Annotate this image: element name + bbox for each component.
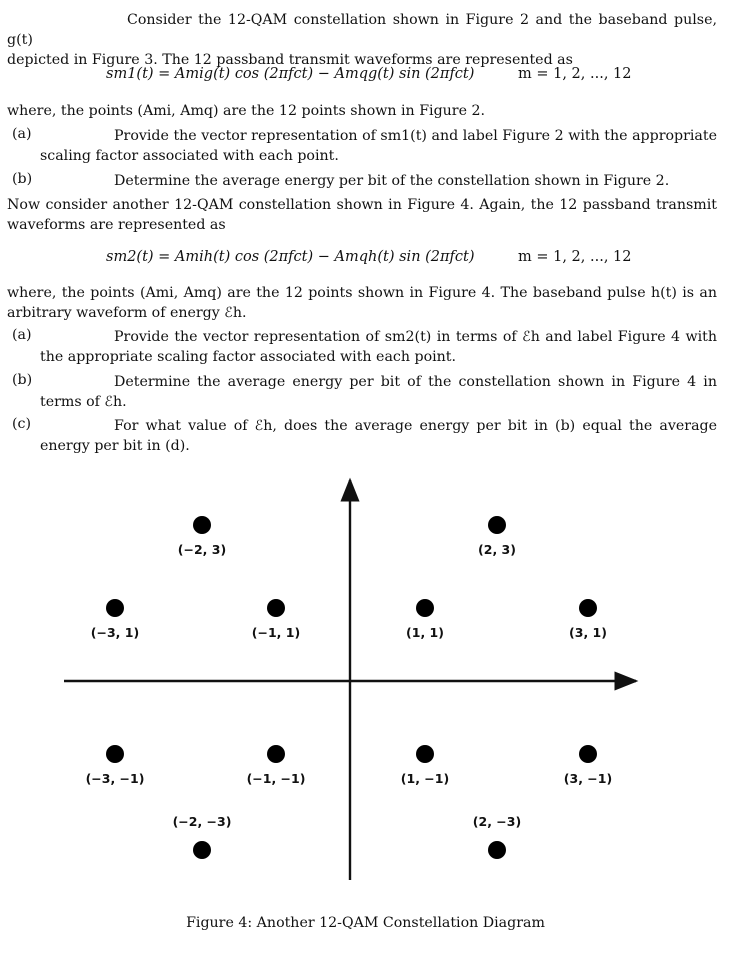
constellation-point	[267, 745, 285, 763]
part2-b-text: Determine the average energy per bit of the constellation shown in Figure 4 in terms of ℰh.	[40, 374, 717, 410]
constellation-point	[267, 599, 285, 617]
where-2: where, the points (Ami, Amq) are the 12 points shown in Figure 4. The baseband pulse h(t) is an arbitrary waveform of energy ℰh.	[7, 285, 717, 321]
constellation-point	[488, 841, 506, 859]
part1-b-label: (b)	[12, 171, 33, 187]
intro-2: Now consider another 12-QAM constellation shown in Figure 4. Again, the 12 passband transmit waveforms are represented as	[7, 197, 717, 233]
constellation-point	[106, 599, 124, 617]
intro-line-2: depicted in Figure 3. The 12 passband transmit waveforms are represented as	[7, 52, 573, 68]
intro-paragraph	[7, 10, 717, 70]
constellation-point	[579, 599, 597, 617]
constellation-point	[193, 516, 211, 534]
point-label: (3, 1)	[569, 625, 607, 640]
point-label: (3, −1)	[563, 771, 613, 786]
part2-c-text: For what value of ℰh, does the average energy per bit in (b) equal the average energy per bit in (d).	[40, 418, 717, 454]
equation-2: sm2(t) = Amih(t) cos (2πfct) − Amqh(t) sin (2πfct)	[106, 249, 475, 265]
constellation-point	[106, 745, 124, 763]
point-label: (−1, −1)	[246, 771, 306, 786]
constellation-point	[579, 745, 597, 763]
part2-b-label: (b)	[12, 372, 33, 388]
equation-2-range: m = 1, 2, ..., 12	[518, 249, 632, 265]
constellation-point	[193, 841, 211, 859]
point-label: (1, −1)	[400, 771, 450, 786]
part1-b-text: Determine the average energy per bit of the constellation shown in Figure 2.	[114, 173, 670, 189]
intro-line-1: Consider the 12-QAM constellation shown in Figure 2 and the baseband pulse, g(t)	[7, 12, 717, 48]
constellation-point	[416, 599, 434, 617]
where-1: where, the points (Ami, Amq) are the 12 points shown in Figure 2.	[7, 103, 486, 119]
constellation-point	[488, 516, 506, 534]
part1-a-text: Provide the vector representation of sm1(t) and label Figure 2 with the appropriate scaling factor associated with each point.	[40, 128, 717, 164]
point-label: (1, 1)	[406, 625, 444, 640]
figure-caption: Figure 4: Another 12-QAM Constellation Diagram	[186, 915, 545, 931]
equation-1: sm1(t) = Amig(t) cos (2πfct) − Amqg(t) sin (2πfct)	[106, 66, 475, 82]
equation-1-range: m = 1, 2, ..., 12	[518, 66, 632, 82]
part2-a-label: (a)	[12, 327, 32, 343]
constellation-diagram	[0, 470, 731, 910]
point-label: (2, 3)	[478, 542, 516, 557]
point-label: (2, −3)	[472, 814, 522, 829]
point-label: (−3, −1)	[85, 771, 145, 786]
point-label: (−2, −3)	[172, 814, 232, 829]
constellation-point	[416, 745, 434, 763]
point-label: (−2, 3)	[177, 542, 227, 557]
part1-a-label: (a)	[12, 126, 32, 142]
point-label: (−3, 1)	[90, 625, 140, 640]
part2-c-label: (c)	[12, 416, 32, 432]
part2-a-text: Provide the vector representation of sm2(t) in terms of ℰh and label Figure 4 with the appropriate scaling factor associated with each point.	[40, 329, 717, 365]
point-label: (−1, 1)	[251, 625, 301, 640]
